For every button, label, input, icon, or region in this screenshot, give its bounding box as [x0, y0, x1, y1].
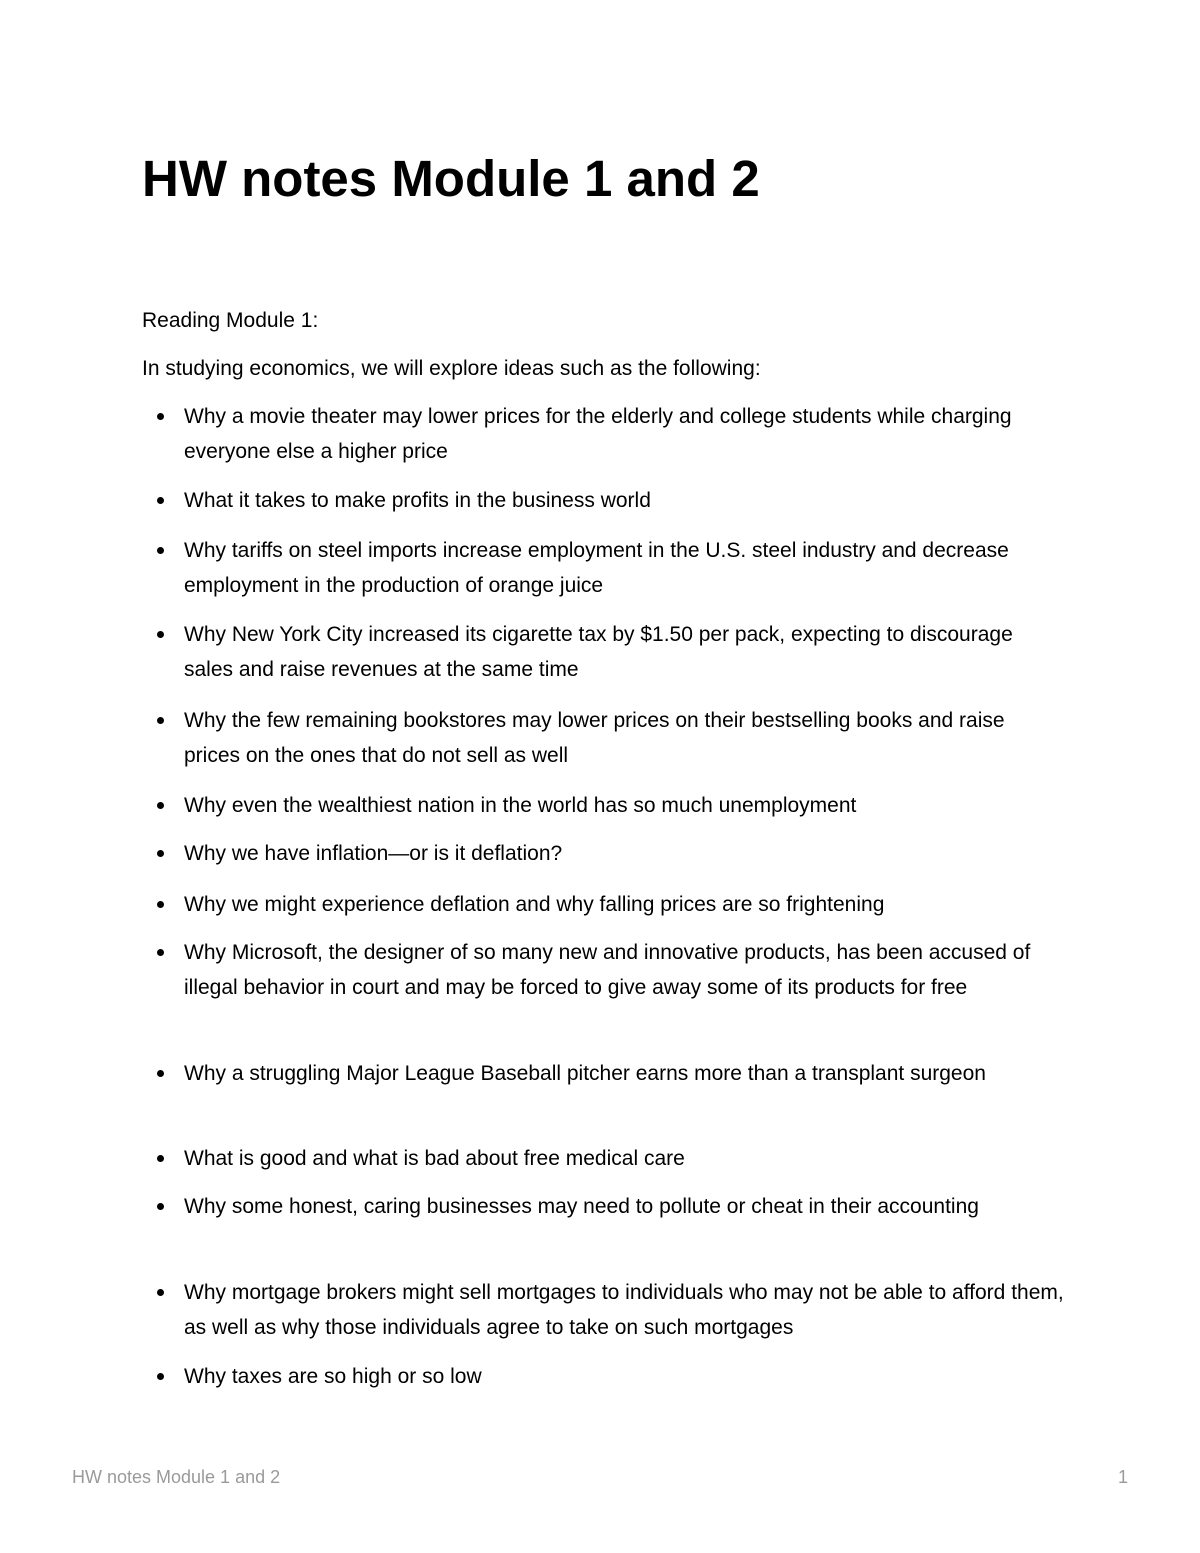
list-item [184, 703, 1064, 773]
bullet-icon [157, 547, 164, 554]
bullet-icon [157, 1289, 164, 1296]
list-item [184, 836, 1064, 871]
list-item [184, 887, 1064, 922]
bullet-icon [157, 631, 164, 638]
list-item-text: Why the few remaining bookstores may lower prices on their bestselling books and raise prices on the ones that do not sell as well [184, 709, 1005, 767]
bullet-icon [157, 717, 164, 724]
list-item-text: Why taxes are so high or so low [184, 1365, 482, 1388]
list-item-text: Why we might experience deflation and why falling prices are so frightening [184, 893, 885, 916]
bullet-icon [157, 901, 164, 908]
bullet-icon [157, 802, 164, 809]
list-item [184, 935, 1064, 1005]
bullet-icon [157, 949, 164, 956]
list-item-text: Why Microsoft, the designer of so many new and innovative products, has been accused of illegal behavior in court and may be forced to give away some of its products for free [184, 941, 1031, 999]
list-item-text: Why we have inflation—or is it deflation? [184, 842, 563, 865]
list-item [184, 1359, 1064, 1394]
bullet-icon [157, 1155, 164, 1162]
list-item-text: What is good and what is bad about free medical care [184, 1147, 685, 1170]
footer-page-number: 1 [1117, 1467, 1128, 1487]
list-item-text: Why a movie theater may lower prices for the elderly and college students while charging everyone else a higher price [184, 405, 1012, 463]
intro-paragraph: In studying economics, we will explore ideas such as the following: [142, 357, 761, 380]
list-item [184, 617, 1064, 687]
list-item-text: Why mortgage brokers might sell mortgages to individuals who may not be able to afford them, as well as why those individuals agree to take on such mortgages [184, 1281, 1064, 1339]
footer-title: HW notes Module 1 and 2 [72, 1467, 281, 1487]
list-item [184, 533, 1064, 603]
list-item [184, 399, 1064, 469]
list-item [184, 483, 1064, 518]
list-item [184, 1275, 1064, 1345]
list-item-text: Why tariffs on steel imports increase employment in the U.S. steel industry and decrease employment in the production of orange juice [184, 539, 1009, 597]
bullet-icon [157, 1070, 164, 1077]
list-item-text: Why New York City increased its cigarette tax by $1.50 per pack, expecting to discourage sales and raise revenues at the same time [184, 623, 1013, 681]
list-item-text: Why a struggling Major League Baseball pitcher earns more than a transplant surgeon [184, 1062, 986, 1085]
bullet-icon [157, 850, 164, 857]
list-item-text: What it takes to make profits in the business world [184, 489, 651, 512]
list-item [184, 1189, 1064, 1224]
bullet-icon [157, 1373, 164, 1380]
list-item-text: Why even the wealthiest nation in the world has so much unemployment [184, 794, 857, 817]
bullet-icon [157, 1203, 164, 1210]
list-item [184, 1141, 1064, 1176]
section-heading: Reading Module 1: [142, 309, 319, 332]
list-item-text: Why some honest, caring businesses may need to pollute or cheat in their accounting [184, 1195, 979, 1218]
bullet-icon [157, 497, 164, 504]
list-item [184, 1056, 1064, 1091]
bullet-icon [157, 413, 164, 420]
document-title: HW notes Module 1 and 2 [142, 150, 760, 207]
list-item [184, 788, 1064, 823]
